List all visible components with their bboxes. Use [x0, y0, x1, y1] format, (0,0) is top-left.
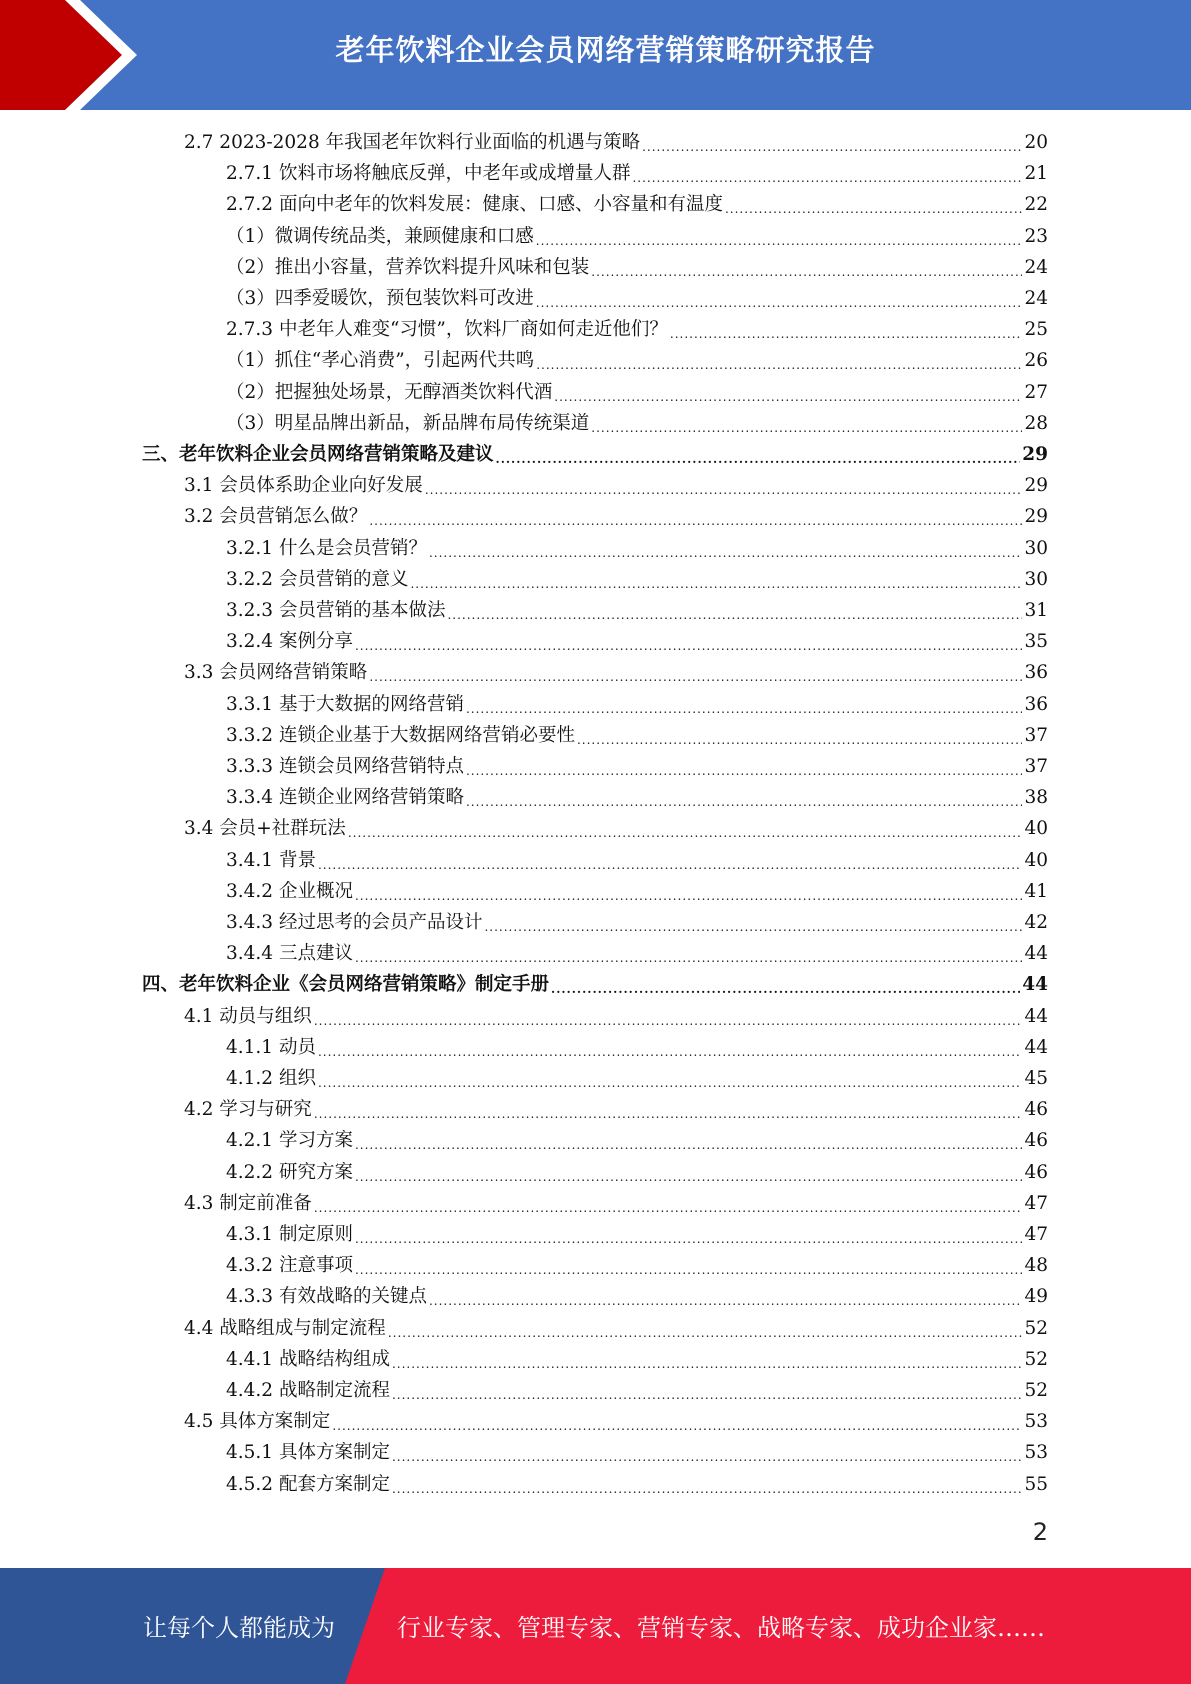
toc-entry[interactable] [226, 1157, 1048, 1188]
toc-dot-leader [369, 666, 1022, 688]
toc-entry[interactable] [184, 470, 1048, 501]
toc-dot-leader [536, 230, 1023, 252]
toc-entry-title: 3.3.1 基于大数据的网络营销 [226, 693, 464, 715]
toc-entry-page: 21 [1024, 163, 1048, 185]
toc-entry-page: 49 [1024, 1286, 1048, 1308]
toc-entry-page: 30 [1024, 568, 1048, 590]
toc-entry[interactable] [142, 439, 1048, 470]
toc-dot-leader [725, 198, 1022, 220]
toc-entry[interactable] [226, 1219, 1048, 1250]
toc-entry[interactable] [226, 1437, 1048, 1468]
toc-dot-leader [642, 136, 1022, 158]
toc-dot-leader [314, 1010, 1023, 1032]
toc-entry[interactable] [226, 252, 1048, 283]
toc-entry-page: 20 [1024, 132, 1048, 153]
toc-entry[interactable] [226, 533, 1048, 564]
toc-entry-page: 26 [1024, 350, 1048, 372]
toc-dot-leader [388, 1322, 1023, 1344]
toc-entry[interactable] [226, 689, 1048, 720]
toc-entry[interactable] [226, 1344, 1048, 1375]
toc-entry-title: 3.4.3 经过思考的会员产品设计 [226, 912, 483, 933]
toc-dot-leader [551, 978, 1020, 1000]
toc-entry[interactable] [184, 813, 1048, 844]
toc-entry-page: 27 [1024, 381, 1048, 403]
toc-entry-page: 28 [1024, 412, 1048, 434]
toc-entry[interactable] [184, 1001, 1048, 1032]
toc-entry-title: 3.2.4 案例分享 [226, 631, 353, 653]
toc-entry[interactable] [184, 501, 1048, 532]
toc-entry-title: 4.2 学习与研究 [184, 1099, 312, 1121]
toc-entry[interactable] [226, 1250, 1048, 1281]
toc-dot-leader [484, 916, 1022, 938]
toc-entry-title: 2.7.1 饮料市场将触底反弹，中老年或成增量人群 [226, 163, 631, 185]
toc-dot-leader [632, 167, 1022, 189]
toc-entry-page: 46 [1024, 1130, 1048, 1152]
toc-entry[interactable] [226, 907, 1048, 938]
toc-dot-leader [392, 1353, 1022, 1375]
toc-dot-leader [425, 479, 1023, 501]
toc-entry[interactable] [226, 221, 1048, 252]
toc-entry-title: 4.5.1 具体方案制定 [226, 1442, 390, 1464]
toc-entry-page: 29 [1024, 475, 1048, 497]
toc-entry-page: 41 [1024, 880, 1048, 902]
toc-entry-page: 46 [1024, 1099, 1048, 1121]
toc-entry[interactable] [226, 189, 1048, 220]
toc-entry[interactable] [226, 626, 1048, 657]
toc-entry-page: 31 [1024, 600, 1048, 621]
toc-entry-title: 3.2 会员营销怎么做？ [184, 506, 368, 528]
toc-entry[interactable] [226, 377, 1048, 408]
toc-dot-leader [536, 354, 1022, 376]
toc-entry-title: 3.4.2 企业概况 [226, 880, 353, 902]
toc-entry-title: 3.3 会员网络营销策略 [184, 662, 368, 684]
page-number: 2 [1032, 1518, 1048, 1546]
toc-dot-leader [392, 1384, 1022, 1406]
toc-dot-leader [355, 1259, 1023, 1281]
toc-entry-page: 37 [1024, 756, 1048, 777]
toc-entry[interactable] [226, 1125, 1048, 1156]
toc-entry-page: 44 [1024, 1005, 1048, 1027]
toc-entry-title: 3.3.4 连锁企业网络营销策略 [226, 787, 464, 809]
toc-entry[interactable] [184, 1406, 1048, 1437]
toc-entry-title: （2）推出小容量，营养饮料提升风味和包装 [226, 256, 590, 278]
toc-entry-title: 4.3.1 制定原则 [226, 1224, 353, 1245]
toc-entry-page: 53 [1024, 1411, 1048, 1433]
toc-entry[interactable] [226, 938, 1048, 969]
toc-entry-title: 4.4.1 战略结构组成 [226, 1348, 390, 1370]
toc-dot-leader [591, 261, 1022, 283]
toc-entry-title: （3）明星品牌出新品，新品牌布局传统渠道 [226, 412, 590, 434]
toc-entry-title: 4.5.2 配套方案制定 [226, 1473, 390, 1495]
toc-entry-page: 24 [1024, 256, 1048, 278]
toc-entry-page: 30 [1024, 537, 1048, 559]
toc-dot-leader [314, 1103, 1023, 1125]
toc-entry-title: 3.2.3 会员营销的基本做法 [226, 600, 446, 621]
toc-entry-page: 23 [1024, 225, 1048, 247]
toc-entry-page: 53 [1024, 1442, 1048, 1464]
toc-dot-leader [355, 947, 1023, 969]
toc-entry-title: 4.2.2 研究方案 [226, 1161, 353, 1183]
toc-entry-page: 36 [1024, 693, 1048, 715]
toc-entry[interactable] [226, 845, 1048, 876]
toc-entry-title: 4.3.2 注意事项 [226, 1255, 353, 1277]
toc-dot-leader [355, 885, 1023, 907]
toc-entry-title: （1）微调传统品类，兼顾健康和口感 [226, 225, 534, 247]
toc-entry-title: 3.1 会员体系助企业向好发展 [184, 475, 423, 497]
toc-entry-title: 3.4.4 三点建议 [226, 943, 353, 965]
toc-dot-leader [466, 791, 1022, 813]
toc-entry-page: 35 [1024, 631, 1048, 653]
toc-dot-leader [554, 386, 1022, 408]
toc-entry[interactable] [226, 1375, 1048, 1406]
toc-dot-leader [410, 573, 1022, 595]
toc-entry-page: 52 [1024, 1348, 1048, 1370]
toc-entry-page: 44 [1024, 1036, 1048, 1058]
page-header [0, 0, 1191, 110]
toc-entry[interactable] [226, 314, 1048, 345]
toc-entry-title: 4.3 制定前准备 [184, 1192, 312, 1214]
toc-dot-leader [536, 292, 1023, 314]
toc-entry-title: 3.3.2 连锁企业基于大数据网络营销必要性 [226, 724, 575, 746]
toc-entry-page: 42 [1024, 912, 1048, 933]
toc-entry-page: 40 [1024, 818, 1048, 840]
toc-entry[interactable] [226, 1063, 1048, 1094]
toc-entry[interactable] [226, 564, 1048, 595]
toc-dot-leader [429, 542, 1022, 564]
toc-entry-page: 38 [1024, 787, 1048, 809]
toc-dot-leader [577, 729, 1022, 751]
toc-dot-leader [318, 1041, 1023, 1063]
toc-entry-page: 44 [1024, 943, 1048, 965]
toc-entry[interactable] [226, 751, 1048, 782]
toc-entry[interactable] [226, 720, 1048, 751]
toc-entry-title: 4.5 具体方案制定 [184, 1411, 331, 1433]
toc-entry-page: 48 [1024, 1255, 1048, 1277]
toc-entry[interactable] [226, 1032, 1048, 1063]
toc-dot-leader [429, 1290, 1022, 1312]
toc-entry[interactable] [184, 1094, 1048, 1125]
toc-entry[interactable] [142, 969, 1048, 1000]
toc-dot-leader [369, 510, 1022, 532]
toc-entry-title: 4.4 战略组成与制定流程 [184, 1317, 386, 1339]
toc-entry-title: 四、老年饮料企业《会员网络营销策略》制定手册 [142, 974, 550, 996]
toc-entry-page: 29 [1022, 444, 1048, 465]
toc-dot-leader [392, 1478, 1022, 1500]
toc-entry-page: 29 [1024, 506, 1048, 528]
toc-entry-page: 47 [1024, 1224, 1048, 1245]
toc-entry-title: 4.1.1 动员 [226, 1036, 316, 1058]
toc-entry[interactable] [226, 283, 1048, 314]
toc-entry-title: 4.4.2 战略制定流程 [226, 1380, 390, 1401]
toc-entry-title: 4.1.2 组织 [226, 1068, 316, 1089]
toc-dot-leader [355, 1228, 1023, 1250]
page-footer [0, 1568, 1191, 1684]
toc-entry-title: 3.4 会员+社群玩法 [184, 818, 346, 840]
toc-dot-leader [314, 1197, 1023, 1219]
toc-dot-leader [318, 854, 1023, 876]
toc-entry[interactable] [226, 782, 1048, 813]
toc-entry[interactable] [226, 876, 1048, 907]
toc-entry-title: 4.2.1 学习方案 [226, 1130, 353, 1152]
toc-dot-leader [496, 448, 1021, 470]
toc-entry-page: 52 [1024, 1380, 1048, 1401]
toc-dot-leader [332, 1415, 1022, 1437]
toc-entry-title: 2.7 2023-2028 年我国老年饮料行业面临的机遇与策略 [184, 132, 641, 153]
toc-entry[interactable] [184, 127, 1048, 158]
toc-entry-title: 3.4.1 背景 [226, 849, 316, 871]
toc-entry-page: 46 [1024, 1161, 1048, 1183]
toc-entry[interactable] [226, 1469, 1048, 1500]
toc-dot-leader [355, 1166, 1023, 1188]
toc-entry[interactable] [226, 408, 1048, 439]
footer-slogan-left: 让每个人都能成为 [143, 1614, 335, 1642]
toc-entry-page: 45 [1024, 1068, 1048, 1089]
toc-entry[interactable] [226, 1281, 1048, 1312]
toc-entry[interactable] [184, 1188, 1048, 1219]
toc-entry[interactable] [226, 158, 1048, 189]
toc-dot-leader [355, 635, 1023, 657]
toc-entry-title: 3.2.2 会员营销的意义 [226, 568, 409, 590]
toc-entry-title: 三、老年饮料企业会员网络营销策略及建议 [142, 444, 494, 465]
toc-entry[interactable] [184, 1313, 1048, 1344]
toc-entry-title: 3.3.3 连锁会员网络营销特点 [226, 756, 464, 777]
toc-entry-page: 24 [1024, 288, 1048, 309]
toc-entry-title: 4.1 动员与组织 [184, 1005, 312, 1027]
toc-entry-title: 2.7.2 面向中老年的饮料发展：健康、口感、小容量和有温度 [226, 194, 723, 216]
toc-entry[interactable] [226, 595, 1048, 626]
toc-dot-leader [591, 417, 1022, 439]
toc-entry-title: （1）抓住“孝心消费”，引起两代共鸣 [226, 350, 535, 372]
toc-entry-title: 2.7.3 中老年人难变“习惯”，饮料厂商如何走近他们？ [226, 319, 668, 341]
toc-entry-page: 37 [1024, 724, 1048, 746]
toc-entry-page: 52 [1024, 1317, 1048, 1339]
toc-entry-page: 44 [1022, 974, 1048, 996]
report-title: 老年饮料企业会员网络营销策略研究报告 [335, 33, 876, 67]
toc-entry-page: 22 [1024, 194, 1048, 216]
toc-entry-title: 3.2.1 什么是会员营销？ [226, 537, 427, 559]
toc-entry-title: （2）把握独处场景，无醇酒类饮料代酒 [226, 381, 553, 403]
toc-entry-page: 25 [1024, 319, 1048, 341]
toc-dot-leader [355, 1134, 1023, 1156]
toc-entry[interactable] [184, 657, 1048, 688]
toc-entry-title: （3）四季爱暖饮，预包装饮料可改进 [226, 288, 534, 309]
toc-dot-leader [466, 698, 1022, 720]
toc-entry-page: 36 [1024, 662, 1048, 684]
toc-entry-title: 4.3.3 有效战略的关键点 [226, 1286, 427, 1308]
toc-entry-page: 55 [1024, 1473, 1048, 1495]
toc-dot-leader [447, 604, 1022, 626]
toc-entry[interactable] [226, 345, 1048, 376]
toc-dot-leader [318, 1072, 1023, 1094]
toc-dot-leader [466, 760, 1022, 782]
footer-slogan-right: 行业专家、管理专家、营销专家、战略专家、成功企业家…… [397, 1614, 1045, 1642]
toc-dot-leader [392, 1446, 1022, 1468]
toc-dot-leader [670, 323, 1023, 345]
toc-entry-page: 47 [1024, 1192, 1048, 1214]
toc-dot-leader [348, 822, 1023, 844]
toc-entry-page: 40 [1024, 849, 1048, 871]
